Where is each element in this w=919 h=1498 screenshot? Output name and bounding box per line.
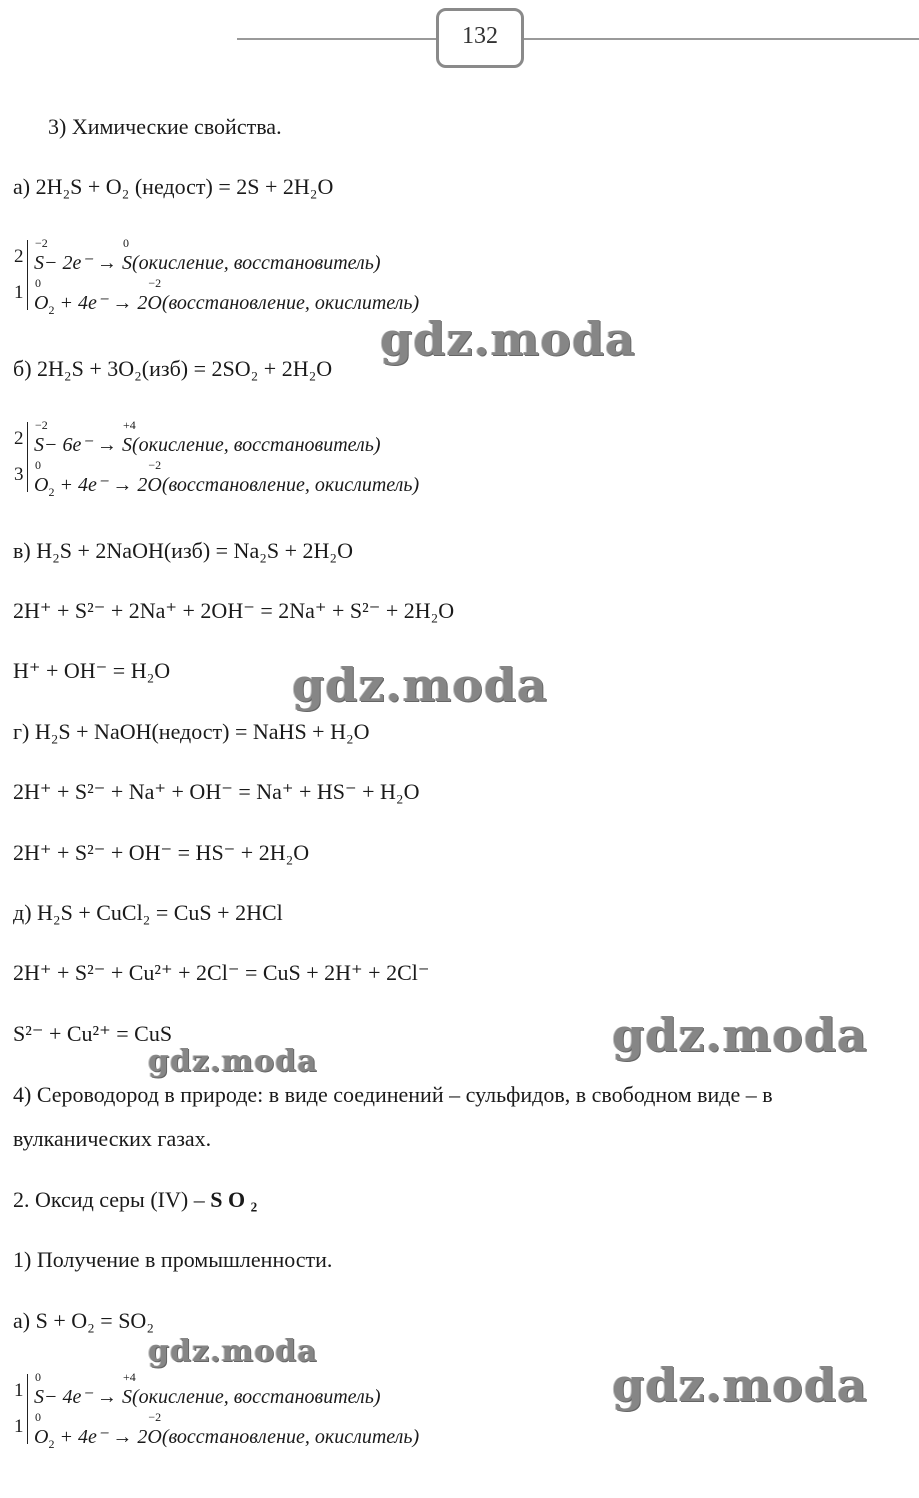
ionic-g-full: 2H⁺ + S²⁻ + Na⁺ + OH⁻ = Na⁺ + HS⁻ + H₂O: [13, 779, 420, 804]
section-3-title: 3) Химические свойства.: [48, 114, 282, 139]
page-number: 132: [436, 8, 524, 68]
ionic-g-short: 2H⁺ + S²⁻ + OH⁻ = HS⁻ + 2H₂O: [13, 840, 310, 865]
balance-b-row-1: −2 S− 6e⁻ → +4 S(окисление, восстановитель): [34, 418, 381, 456]
balance-a-row-1: −2 S− 2e⁻ → 0 S(окисление, восстановитель): [34, 236, 381, 274]
balance-c-row-1: 0 S− 4e⁻ → +4 S(окисление, восстановитель): [34, 1370, 381, 1408]
balance-c-bar: [27, 1374, 28, 1444]
watermark-6: gdz.moda: [612, 1358, 868, 1412]
watermark-1: gdz.moda: [380, 312, 636, 366]
balance-a-coef-1: 2: [14, 246, 24, 267]
header-rule-left: [237, 38, 436, 40]
balance-c-coef-2: 1: [14, 1416, 24, 1437]
equation-b: б) 2H₂S + 3O₂(изб) = 2SO₂ + 2H₂O: [13, 356, 333, 381]
balance-b-row-2: 0 $O_2 + 4e^- \to 2$ −2 O(восстановление, окислитель): [34, 458, 420, 499]
ionic-v-short: H⁺ + OH⁻ = H₂O: [13, 658, 171, 683]
watermark-2: gdz.moda: [292, 658, 548, 712]
equation-a: а) 2H₂S + O₂ (недост) = 2S + 2H₂O: [13, 174, 334, 199]
oxide-title-text: 2. Оксид серы (IV) –: [13, 1187, 211, 1212]
oxide-title: [13, 1187, 257, 1213]
balance-b-coef-1: 2: [14, 428, 24, 449]
ionic-d-full: 2H⁺ + S²⁻ + Cu²⁺ + 2Cl⁻ = CuS + 2H⁺ + 2Cl⁻: [13, 960, 430, 985]
ionic-d-short: S²⁻ + Cu²⁺ = CuS: [13, 1021, 173, 1046]
equation-g: г) H₂S + NaOH(недост) = NaHS + H₂O: [13, 719, 370, 744]
ionic-v-full: 2H⁺ + S²⁻ + 2Na⁺ + 2OH⁻ = 2Na⁺ + S²⁻ + 2H₂O: [13, 598, 455, 623]
balance-c-coef-1: 1: [14, 1380, 24, 1401]
section-4-line-2: вулканических газах.: [13, 1126, 212, 1151]
balance-b-bar: [27, 422, 28, 492]
balance-c-row-2: 0 $O_2 + 4e^- \to 2$ −2 O(восстановление, окислитель): [34, 1410, 420, 1451]
production-equation-a: а) S + O₂ = SO₂: [13, 1308, 154, 1333]
balance-b-coef-2: 3: [14, 464, 24, 485]
watermark-4: gdz.moda: [148, 1044, 318, 1079]
production-title: 1) Получение в промышленности.: [13, 1247, 333, 1272]
section-4-line-1: 4) Сероводород в природе: в виде соединений – сульфидов, в свободном виде – в: [13, 1082, 773, 1107]
watermark-3: gdz.moda: [612, 1008, 868, 1062]
balance-a-row-2: 0 $O_2 + 4e^- \to 2$ −2 O(восстановление, окислитель): [34, 276, 420, 317]
equation-d: д) H₂S + CuCl₂ = CuS + 2HCl: [13, 900, 283, 925]
header-rule-right: [524, 38, 919, 40]
equation-v: в) H₂S + 2NaOH(изб) = Na₂S + 2H₂O: [13, 538, 353, 563]
watermark-5: gdz.moda: [148, 1334, 318, 1369]
oxide-title-formula: S O ₂: [210, 1187, 258, 1212]
balance-a-coef-2: 1: [14, 282, 24, 303]
balance-a-bar: [27, 240, 28, 310]
